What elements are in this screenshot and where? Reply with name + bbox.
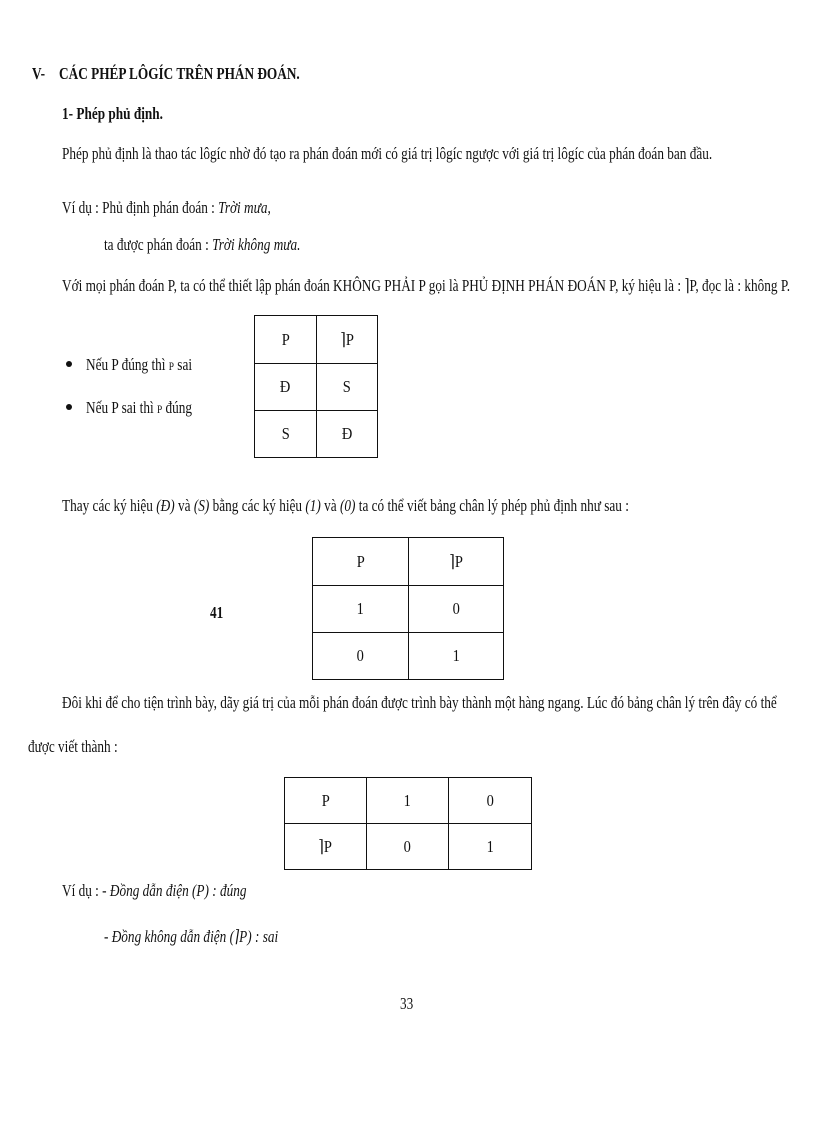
margin-number: 41: [210, 603, 224, 622]
subsection-title: 1- Phép phủ định.: [62, 104, 163, 123]
intro-paragraph: Phép phủ định là thao tác lôgíc nhờ đó tạo ra phán đoán mới có giá trị lôgíc ngược với giá trị lôgíc của phán đoán ban đầu.: [62, 144, 713, 163]
subsection-heading: [62, 104, 191, 124]
horizontal-paragraph-line2: được viết thành :: [28, 737, 118, 756]
example-line-2: ta được phán đoán : Trời không mưa.: [104, 235, 301, 254]
bullet-dot: [66, 404, 72, 410]
truth-table-binary: P ⌉P 1 0 0 1: [312, 537, 504, 680]
horizontal-paragraph-line1: Đôi khi để cho tiện trình bày, dãy giá trị của mỗi phán đoán được trình bày thành một hàng ngang. Lúc đó bảng chân lý trên đây có thể: [62, 693, 777, 712]
section-number: V-: [32, 64, 46, 83]
example-line-3: Ví dụ : - Đồng dẫn điện (P) : đúng: [62, 881, 247, 900]
bullet-item: Nếu P đúng thì P sai: [66, 355, 222, 376]
replace-paragraph: Thay các ký hiệu (Đ) và (S) bằng các ký hiệu (1) và (0) ta có thể viết bảng chân lý phép phủ định như sau :: [62, 496, 629, 515]
truth-table-ds: P ⌉P Đ S S Đ: [254, 315, 378, 458]
page-number: 33: [400, 994, 414, 1013]
example-line-1: Ví dụ : Phủ định phán đoán : Trời mưa,: [62, 198, 271, 217]
truth-table-horizontal: P 1 0 ⌉P 0 1: [284, 777, 532, 870]
bullet-dot: [66, 361, 72, 367]
bullet-item: Nếu P sai thì P đúng: [66, 398, 222, 419]
example-line-4: - Đồng không dẫn điện (⌉P) : sai: [104, 927, 279, 946]
section-heading: [32, 64, 375, 84]
section-title: CÁC PHÉP LÔGÍC TRÊN PHÁN ĐOÁN.: [59, 64, 300, 83]
definition-paragraph: Với mọi phán đoán P, ta có thể thiết lập phán đoán KHÔNG PHẢI P gọi là PHỦ ĐỊNH PHÁN ĐOÁN P, ký hiệu là : ⌉P, đọc là : không P.: [62, 276, 791, 295]
